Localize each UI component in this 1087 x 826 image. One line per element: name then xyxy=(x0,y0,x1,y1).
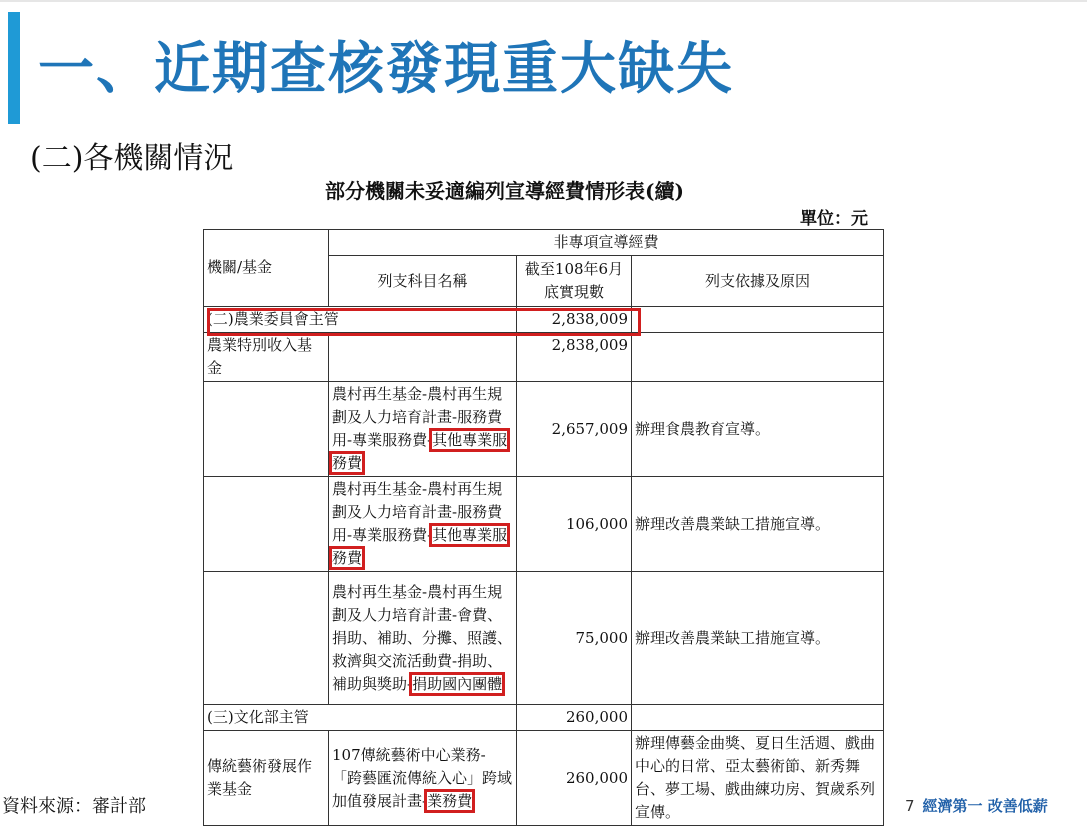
row-reason xyxy=(632,705,884,731)
row-reason: 辦理食農教育宣導。 xyxy=(632,382,884,477)
row-agency: (三)文化部主管 xyxy=(204,705,517,731)
document-title: 部分機關未妥適編列宣導經費情形表(續) xyxy=(325,179,684,203)
header-agency: 機關/基金 xyxy=(204,230,329,307)
row-agency xyxy=(204,382,329,477)
highlight-mark: 捐助國內團體 xyxy=(412,674,503,693)
row-item xyxy=(329,477,517,572)
row-item xyxy=(329,731,517,826)
section-subtitle: (二)各機關情況 xyxy=(30,141,234,176)
row-reason xyxy=(632,307,884,333)
row-reason: 辦理傳藝金曲獎、夏日生活週、戲曲中心的日常、亞太藝術節、新秀舞台、夢工場、戲曲練功房、賀歲系列宣傳。 xyxy=(632,731,884,826)
header-amount: 截至108年6月底實現數 xyxy=(517,256,632,307)
source-note: 資料來源：審計部 xyxy=(2,796,146,817)
table-row xyxy=(204,382,884,477)
row-reason: 辦理改善農業缺工措施宣導。 xyxy=(632,572,884,705)
row-amount: 2,838,009 xyxy=(517,333,632,382)
highlight-mark: 業務費 xyxy=(427,791,473,810)
row-amount: 2,838,009 xyxy=(517,307,632,333)
row-agency: 傳統藝術發展作業基金 xyxy=(204,731,329,826)
row-agency xyxy=(204,572,329,705)
row-amount: 260,000 xyxy=(517,731,632,826)
slide-title: 一、近期查核發現重大缺失 xyxy=(38,37,734,102)
row-agency xyxy=(204,477,329,572)
row-agency: 農業特別收入基金 xyxy=(204,333,329,382)
row-amount: 75,000 xyxy=(517,572,632,705)
row-reason: 辦理改善農業缺工措施宣導。 xyxy=(632,477,884,572)
top-divider xyxy=(0,0,1087,2)
row-reason xyxy=(632,333,884,382)
highlight-mark: 其他專業服務費 xyxy=(332,526,508,567)
row-amount: 2,657,009 xyxy=(517,382,632,477)
item-text: 農村再生基金-農村再生規劃及人力培育計畫-服務費用-專業服務費- xyxy=(332,480,503,544)
item-text: 農村再生基金-農村再生規劃及人力培育計畫-服務費用-專業服務費- xyxy=(332,385,503,449)
footer-right xyxy=(905,795,1048,816)
item-text: 農村再生基金-農村再生規劃及人力培育計畫-會費、捐助、補助、分攤、照護、救濟與交流活動費-捐助、補助與獎助- xyxy=(332,582,513,693)
title-accent-bar xyxy=(8,12,20,124)
unit-label: 單位：元 xyxy=(800,209,868,229)
page-number: 7 xyxy=(905,797,915,815)
table-row xyxy=(204,333,884,382)
table-row xyxy=(204,572,884,705)
row-amount: 260,000 xyxy=(517,705,632,731)
row-agency: (二)農業委員會主管 xyxy=(204,307,517,333)
row-item xyxy=(329,382,517,477)
row-item xyxy=(329,333,517,382)
table-header-row xyxy=(204,230,884,256)
header-reason: 列支依據及原因 xyxy=(632,256,884,307)
item-text: 107傳統藝術中心業務-「跨藝匯流傳統入心」跨域加值發展計畫- xyxy=(332,745,513,810)
table-row xyxy=(204,731,884,826)
row-item xyxy=(329,572,517,705)
row-amount: 106,000 xyxy=(517,477,632,572)
slogan: 經濟第一 改善低薪 xyxy=(922,797,1048,815)
header-item: 列支科目名稱 xyxy=(329,256,517,307)
highlight-mark: 其他專業服務費 xyxy=(332,431,508,472)
table-row xyxy=(204,477,884,572)
table-row xyxy=(204,705,884,731)
agriculture-total-highlight xyxy=(207,308,641,336)
header-group: 非專項宣導經費 xyxy=(329,230,884,256)
